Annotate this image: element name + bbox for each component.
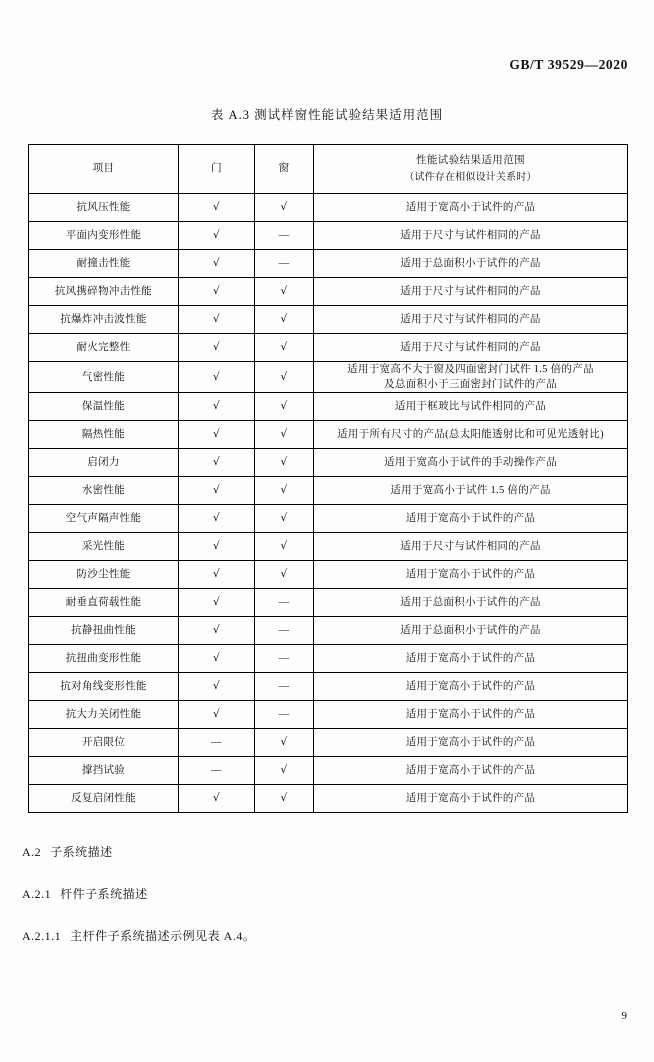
table-row (29, 673, 628, 701)
cell-window-check-icon: √ (255, 757, 314, 785)
cell-item: 启闭力 (29, 449, 179, 477)
scope-line: 适用于宽高小于试件的产品 (405, 737, 536, 749)
cell-window-check-icon: √ (255, 421, 314, 449)
cell-window-dash-icon: — (255, 250, 314, 278)
table-row (29, 589, 628, 617)
page-number: 9 (621, 1010, 627, 1022)
cell-item: 抗扭曲变形性能 (29, 645, 179, 673)
scope-line: 适用于所有尺寸的产品(总太阳能透射比和可见光透射比) (337, 429, 604, 441)
cell-window-check-icon: √ (255, 393, 314, 421)
cell-item: 抗风携碎物冲击性能 (29, 278, 179, 306)
table-row (29, 250, 628, 278)
cell-item: 耐撞击性能 (29, 250, 179, 278)
cell-scope (314, 362, 628, 393)
cell-window-check-icon: √ (255, 278, 314, 306)
cell-door-check-icon: √ (179, 505, 255, 533)
cell-window-dash-icon: — (255, 673, 314, 701)
cell-item: 抗大力关闭性能 (29, 701, 179, 729)
cell-door-check-icon: √ (179, 701, 255, 729)
cell-item: 防沙尘性能 (29, 561, 179, 589)
cell-door-check-icon: √ (179, 449, 255, 477)
table-header-row (29, 145, 628, 194)
cell-item: 耐火完整性 (29, 334, 179, 362)
column-header-scope (314, 145, 628, 194)
cell-scope (314, 757, 628, 785)
table-row (29, 449, 628, 477)
cell-window-check-icon: √ (255, 306, 314, 334)
clause-paragraph (22, 843, 622, 860)
table-row (29, 701, 628, 729)
cell-scope (314, 617, 628, 645)
cell-window-check-icon: √ (255, 477, 314, 505)
table-row (29, 278, 628, 306)
cell-scope (314, 505, 628, 533)
cell-item: 开启限位 (29, 729, 179, 757)
cell-door-check-icon: √ (179, 334, 255, 362)
table-row (29, 729, 628, 757)
cell-window-dash-icon: — (255, 645, 314, 673)
column-header-window: 窗 (255, 145, 314, 194)
performance-scope-table (28, 144, 628, 813)
cell-item: 平面内变形性能 (29, 222, 179, 250)
cell-scope (314, 278, 628, 306)
cell-door-check-icon: √ (179, 278, 255, 306)
cell-item: 抗风压性能 (29, 194, 179, 222)
cell-scope (314, 250, 628, 278)
table-row (29, 194, 628, 222)
scope-line: 适用于宽高小于试件的产品 (405, 681, 536, 693)
cell-window-check-icon: √ (255, 505, 314, 533)
clause-number: A.2.1 (22, 887, 52, 901)
scope-line: 适用于尺寸与试件相同的产品 (400, 341, 541, 353)
cell-window-check-icon: √ (255, 785, 314, 813)
cell-scope (314, 393, 628, 421)
table-row (29, 334, 628, 362)
cell-window-dash-icon: — (255, 222, 314, 250)
cell-door-check-icon: √ (179, 673, 255, 701)
cell-scope (314, 306, 628, 334)
table-row (29, 505, 628, 533)
cell-scope (314, 334, 628, 362)
cell-window-check-icon: √ (255, 449, 314, 477)
scope-line: 适用于宽高小于试件的产品 (405, 653, 536, 665)
column-header-item: 项目 (29, 145, 179, 194)
table-row (29, 362, 628, 393)
cell-item: 保温性能 (29, 393, 179, 421)
scope-line: 及总面积小于三面密封门试件的产品 (384, 379, 557, 391)
scope-line: 适用于宽高小于试件的产品 (405, 793, 536, 805)
column-header-door: 门 (179, 145, 255, 194)
cell-item: 采光性能 (29, 533, 179, 561)
scope-line: 适用于尺寸与试件相同的产品 (400, 229, 541, 241)
cell-door-check-icon: √ (179, 589, 255, 617)
clause-number: A.2.1.1 (22, 929, 62, 943)
standard-code-header: GB/T 39529—2020 (509, 57, 628, 72)
scope-line: 适用于宽高小于试件的产品 (405, 201, 536, 213)
cell-item: 空气声隔声性能 (29, 505, 179, 533)
cell-door-check-icon: √ (179, 362, 255, 393)
table-row (29, 393, 628, 421)
table-row (29, 645, 628, 673)
cell-window-check-icon: √ (255, 334, 314, 362)
cell-item: 气密性能 (29, 362, 179, 393)
cell-item: 撑挡试验 (29, 757, 179, 785)
scope-line: 适用于宽高不大于窗及四面密封门试件 1.5 倍的产品 (347, 364, 594, 375)
cell-door-dash-icon: — (179, 757, 255, 785)
clause-number: A.2 (22, 845, 42, 859)
cell-door-check-icon: √ (179, 250, 255, 278)
cell-item: 隔热性能 (29, 421, 179, 449)
cell-scope (314, 673, 628, 701)
clause-paragraph (22, 927, 622, 944)
scope-line: 适用于宽高小于试件的产品 (405, 765, 536, 777)
scope-line: 适用于宽高小于试件的产品 (405, 569, 536, 581)
cell-item: 抗爆炸冲击波性能 (29, 306, 179, 334)
cell-door-dash-icon: — (179, 729, 255, 757)
cell-scope (314, 222, 628, 250)
cell-window-dash-icon: — (255, 589, 314, 617)
scope-line: 适用于尺寸与试件相同的产品 (400, 313, 541, 325)
cell-scope (314, 449, 628, 477)
cell-door-check-icon: √ (179, 645, 255, 673)
table-row (29, 421, 628, 449)
cell-window-check-icon: √ (255, 561, 314, 589)
scope-line: 适用于尺寸与试件相同的产品 (400, 285, 541, 297)
cell-door-check-icon: √ (179, 222, 255, 250)
cell-scope (314, 421, 628, 449)
clause-text: 杆件子系统描述 (60, 887, 148, 901)
clause-paragraph (22, 885, 622, 902)
scope-line: 适用于框玻比与试件相同的产品 (394, 401, 547, 413)
cell-scope (314, 561, 628, 589)
scope-line: 适用于总面积小于试件的产品 (400, 257, 541, 269)
cell-window-dash-icon: — (255, 701, 314, 729)
table-row (29, 561, 628, 589)
performance-scope-table-wrapper (28, 144, 627, 813)
cell-scope (314, 729, 628, 757)
scope-line: 适用于尺寸与试件相同的产品 (400, 541, 541, 553)
cell-scope (314, 194, 628, 222)
scope-line: 适用于总面积小于试件的产品 (400, 625, 541, 637)
cell-scope (314, 645, 628, 673)
cell-scope (314, 785, 628, 813)
cell-window-check-icon: √ (255, 194, 314, 222)
clause-list (22, 843, 622, 969)
cell-item: 耐垂直荷载性能 (29, 589, 179, 617)
table-row (29, 306, 628, 334)
table-header (29, 145, 628, 194)
table-row (29, 785, 628, 813)
cell-window-check-icon: √ (255, 729, 314, 757)
cell-door-check-icon: √ (179, 421, 255, 449)
cell-window-dash-icon: — (255, 617, 314, 645)
cell-item: 抗对角线变形性能 (29, 673, 179, 701)
clause-text: 子系统描述 (50, 845, 113, 859)
cell-item: 反复启闭性能 (29, 785, 179, 813)
scope-line: 适用于宽高小于试件的产品 (405, 513, 536, 525)
cell-door-check-icon: √ (179, 306, 255, 334)
cell-scope (314, 701, 628, 729)
cell-scope (314, 533, 628, 561)
table-caption: 表 A.3 测试样窗性能试验结果适用范围 (210, 108, 444, 122)
cell-item: 抗静扭曲性能 (29, 617, 179, 645)
cell-door-check-icon: √ (179, 617, 255, 645)
cell-item: 水密性能 (29, 477, 179, 505)
cell-window-check-icon: √ (255, 362, 314, 393)
column-header-scope-main: 性能试验结果适用范围 (416, 154, 525, 166)
cell-door-check-icon: √ (179, 477, 255, 505)
cell-door-check-icon: √ (179, 561, 255, 589)
table-body (29, 194, 628, 813)
cell-scope (314, 589, 628, 617)
scope-line: 适用于宽高小于试件 1.5 倍的产品 (390, 485, 551, 497)
table-row (29, 617, 628, 645)
scope-line: 适用于宽高小于试件的产品 (405, 709, 536, 721)
cell-door-check-icon: √ (179, 194, 255, 222)
cell-scope (314, 477, 628, 505)
table-row (29, 477, 628, 505)
table-row (29, 222, 628, 250)
cell-window-check-icon: √ (255, 533, 314, 561)
clause-text: 主杆件子系统描述示例见表 A.4。 (70, 929, 256, 943)
column-header-scope-sub: （试件存在相似设计关系时） (404, 171, 537, 183)
cell-door-check-icon: √ (179, 533, 255, 561)
scope-line: 适用于宽高小于试件的手动操作产品 (384, 457, 557, 469)
scope-line: 适用于总面积小于试件的产品 (400, 597, 541, 609)
table-row (29, 533, 628, 561)
cell-door-check-icon: √ (179, 393, 255, 421)
cell-door-check-icon: √ (179, 785, 255, 813)
table-row (29, 757, 628, 785)
